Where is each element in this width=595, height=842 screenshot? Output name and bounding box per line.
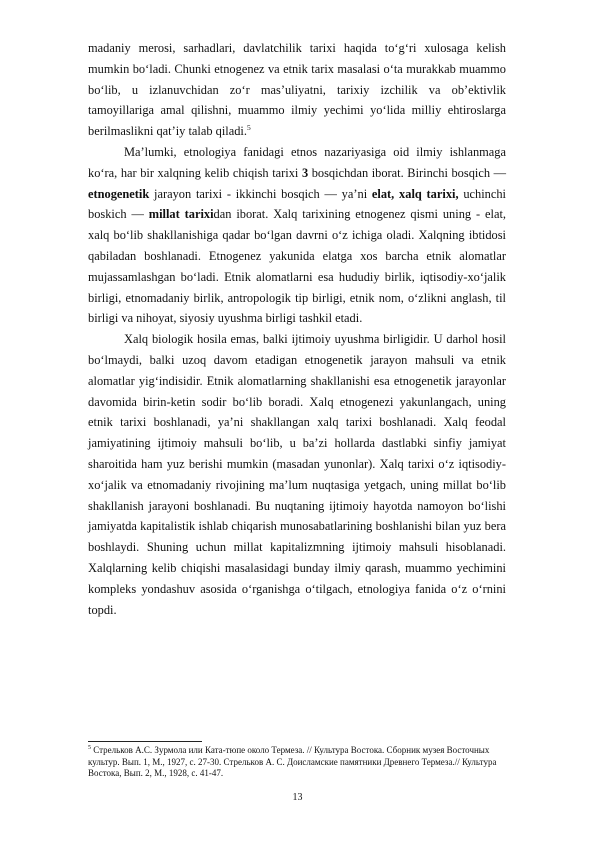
page-body [88, 38, 506, 620]
paragraph-2-text-1: Ma’lumki, etnologiya fanidagi etnos nazariyasiga oid ilmiy ishlanmaga ko‘ra, har bir xalqning kelib chiqish tarixi [88, 144, 506, 180]
footnote [88, 745, 506, 780]
footnote-text: Стрельков А.С. Зурмола или Ката-тюпе около Термеза. // Культура Востока. Сборник музея Восточных культур. Вып. 1, М., 1927, с. 27-30. Стрельков А. С. Доисламские памятники Древнего Термеза.// Культура Востока, Вып. 2, М., 1928, с. 41-47. [88, 745, 497, 779]
paragraph-2-bold-4: millat tarixi [148, 207, 214, 222]
paragraph-2-text-3: jarayon tarixi - ikkinchi bosqich — ya’ni [149, 186, 372, 201]
paragraph-3-text: Xalq biologik hosila emas, balki ijtimoiy uyushma birligidir. U darhol hosil bo‘lmaydi, balki uzoq davom etadigan etnogenetik jarayon mahsuli va etnik alomatlar yig‘indisidir. Etnik alomatlarning shakllanishi esa etnogenetik jarayonlar davomida birin-ketin sodir bo‘lib boradi. Xalq etnogenezi yakunlangach, uning etnik tarixi boshlanadi, ya’ni shakllangan xalq tarixi boshlanadi. Xalq feodal jamiyatining ijtimoiy mahsuli bo‘lib, u ba’zi hollarda dastlabki sinfiy jamiyat sharoitida ham yuz berishi mumkin (masadan yunonlar). Xalq tarixi o‘z iqtisodiy-xo‘jalik va etnomadaniy rivojining ma’lum nuqtasiga yetgach, uning millat bo‘lib shakllanish jarayoni boshlanadi. Bu nuqtaning ijtimoiy hayotda namoyon bo‘lishi jamiyatda kapitalistik ishlab chiqarish munosabatlarining boshlanishi bilan yuz bera boshlaydi. Shuning uchun millat kapitalizmning ijtimoiy mahsuli hisoblanadi. Xalqlarning kelib chiqishi masalasidagi bunday ilmiy qarash, muammo yechimini kompleks yondashuv asosida o‘rganishga o‘tilgach, etnologiya fanida o‘z o‘rnini topdi. [88, 332, 506, 617]
paragraph-2-text-2: bosqichdan iborat. Birinchi bosqich — [308, 165, 506, 180]
paragraph-2 [88, 142, 506, 329]
paragraph-3 [88, 329, 506, 620]
page-number: 13 [292, 792, 303, 803]
paragraph-2-bold-2: etnogenetik [88, 186, 150, 201]
paragraph-1 [88, 38, 506, 142]
paragraph-2-text-5: dan iborat. Xalq tarixining etnogenez qismi uning - elat, xalq bo‘lib shakllanishiga qadar bo‘lgan davrni o‘z ichiga oladi. Xalqning ibtidosi qabiladan boshlanadi. Etnogenez yakunida elatga xos barcha etnik alomatlar mujassamlashgan bo‘ladi. Etnik alomatlarni esa hududiy birlik, iqtisodiy-xo‘jalik birligi, etnomadaniy birlik, antropologik tip birligi, etnik nom, o‘zlikni anglash, til birligi va nihoyat, siyosiy uyushma birligi tashkil etadi. [88, 207, 506, 326]
paragraph-2-text-4: uchinchi boskich — [88, 186, 507, 222]
paragraph-2-bold-3: elat, xalq tarixi, [371, 186, 459, 201]
paragraph-1-text: madaniy merosi, sarhadlari, davlatchilik tarixi haqida to‘g‘ri xulosaga kelish mumkin bo‘ladi. Chunki etnogenez va etnik tarix masalasi o‘ta murakkab muammo bo‘lib, u izlanuvchidan zo‘r mas’uliyatni, tarixiy izchilik va ob’ektivlik tamoyillariga amal qilishni, muammo ilmiy yechimi yo‘lida milliy ehtiroslarga berilmaslikni qat’iy talab qiladi. [88, 41, 506, 139]
paragraph-2-bold-1: 3 [301, 165, 309, 180]
footnote-marker: 5 [88, 745, 91, 751]
footnote-divider [88, 741, 202, 742]
footnote-reference[interactable]: 5 [246, 123, 251, 133]
